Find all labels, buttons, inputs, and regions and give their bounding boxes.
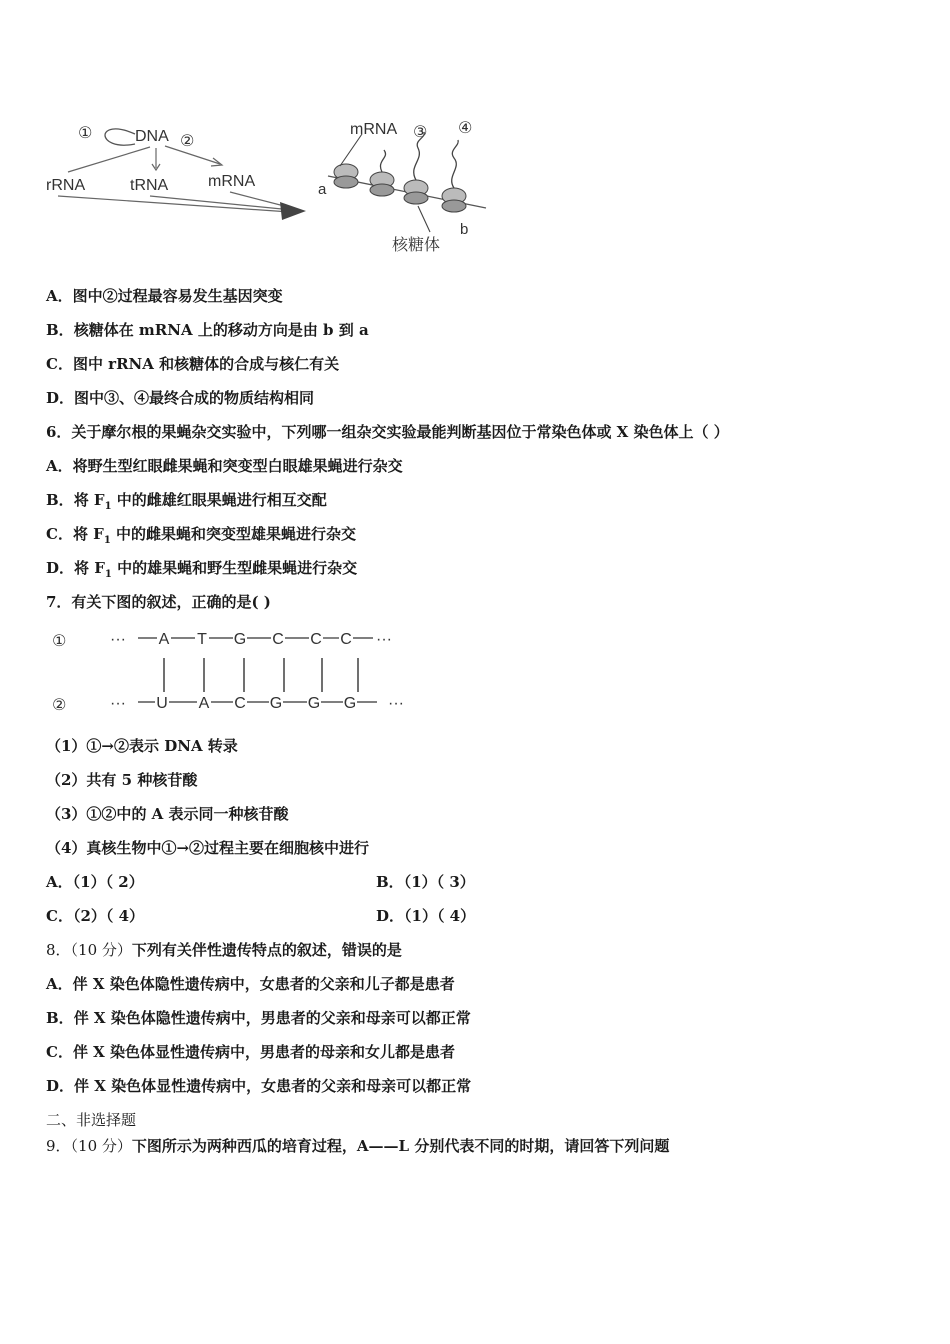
q5-option-b[interactable] (46, 320, 369, 340)
option-text-post: 中的雄果蝇和野生型雌果蝇进行杂交 (111, 559, 358, 577)
strand-1-label: ① (52, 633, 67, 650)
peptide-chain-4 (452, 140, 459, 188)
label-circle-4: ④ (458, 120, 473, 137)
option-text: 伴 X 染色体隐性遗传病中，男患者的父亲和母亲可以都正常 (73, 1009, 471, 1027)
option-text: （1）（ 2） (72, 873, 144, 891)
option-text: （1）（ 3） (403, 873, 475, 891)
option-letter: C． (46, 355, 73, 373)
strand-2-base: G (269, 695, 283, 712)
label-circle-1: ① (78, 125, 93, 142)
label-circle-3: ③ (413, 124, 428, 141)
option-text-post: 中的雌果蝇和突变型雄果蝇进行杂交 (110, 525, 357, 543)
label-rrna: rRNA (46, 177, 86, 194)
strand-2-base: C (234, 695, 246, 712)
label-dna: DNA (135, 128, 169, 145)
question-score: （10 分） (70, 1137, 132, 1155)
label-mrna-right: mRNA (350, 121, 398, 138)
option-letter: B． (46, 321, 74, 339)
strand-1-base: C (310, 631, 322, 648)
option-text: 图中 rRNA 和核糖体的合成与核仁有关 (72, 355, 340, 373)
strand-1-ellipsis-left: ··· (110, 631, 126, 648)
option-letter: B． (376, 873, 404, 891)
q8-option-a[interactable] (46, 974, 455, 994)
strand-1-ellipsis-right: ··· (376, 631, 392, 648)
option-letter: A． (46, 873, 73, 891)
label-a: a (318, 181, 327, 198)
strand-1 (138, 631, 373, 648)
q7-statement-4: （4）真核生物中①→②过程主要在细胞核中进行 (46, 839, 370, 857)
q7-statement-2: （2）共有 5 种核苷酸 (46, 771, 198, 789)
strand-1-base: A (158, 631, 170, 648)
arrow-dna-rrna (68, 147, 150, 172)
option-text: 伴 X 染色体显性遗传病中，男患者的母亲和女儿都是患者 (72, 1043, 456, 1061)
label-b: b (460, 221, 469, 238)
option-letter: B． (46, 491, 74, 509)
question-number: 9． (46, 1137, 71, 1155)
option-text: （1）（ 4） (404, 907, 476, 925)
q5-option-a[interactable] (46, 286, 283, 306)
q6-option-d[interactable] (46, 558, 357, 585)
strand-1-base: C (340, 631, 352, 648)
strand-1-base: G (233, 631, 247, 648)
option-subscript: 1 (104, 501, 112, 512)
figure-base-pairing (46, 622, 426, 718)
option-text: 伴 X 染色体隐性遗传病中，女患者的父亲和儿子都是患者 (72, 975, 455, 993)
option-letter: C． (46, 525, 73, 543)
ribosome-4 (442, 188, 466, 212)
pointer-mrna (340, 134, 362, 166)
strand-1-base: T (197, 631, 207, 648)
label-ribosome: 核糖体 (392, 237, 441, 254)
strand-2 (138, 695, 377, 712)
option-text-pre: 将 F (73, 491, 105, 509)
ribosome-2 (370, 172, 394, 196)
q5-option-d[interactable] (46, 388, 314, 408)
strand-2-base: A (198, 695, 210, 712)
q7-option-c[interactable] (46, 906, 144, 926)
section-title-non-choice: 二、非选择题 (46, 1111, 137, 1129)
question-score: （10 分） (70, 941, 132, 959)
arrow-loop-dna (105, 129, 135, 145)
option-letter: D． (46, 559, 75, 577)
option-text: 核糖体在 mRNA 上的移动方向是由 b 到 a (73, 321, 369, 339)
q6-stem: 6．关于摩尔根的果蝇杂交实验中，下列哪一组杂交实验最能判断基因位于常染色体或 X 染色体上（ ） (46, 423, 729, 441)
figure-transcription-translation (40, 110, 500, 260)
q8-stem-line (46, 940, 402, 960)
base-pair-bonds (164, 658, 358, 692)
option-letter: B． (46, 1009, 74, 1027)
strand-1-base: C (272, 631, 284, 648)
q8-option-d[interactable] (46, 1076, 471, 1096)
strand-2-ellipsis-left: ··· (110, 695, 126, 712)
label-circle-2: ② (180, 133, 195, 150)
option-letter: D． (46, 1077, 75, 1095)
option-letter: D． (46, 389, 75, 407)
option-text: 伴 X 染色体显性遗传病中，女患者的父亲和母亲可以都正常 (74, 1077, 472, 1095)
option-text-pre: 将 F (72, 525, 104, 543)
strand-2-base: U (156, 695, 168, 712)
option-subscript: 1 (103, 535, 111, 546)
option-letter: A． (46, 975, 73, 993)
strand-2-ellipsis-right: ··· (388, 695, 404, 712)
q7-statement-1: （1）①→②表示 DNA 转录 (46, 737, 238, 755)
option-letter: A． (46, 287, 73, 305)
option-text: 图中②过程最容易发生基因突变 (72, 287, 283, 305)
label-mrna-left: mRNA (208, 173, 256, 190)
option-letter: D． (376, 907, 405, 925)
peptide-chain-1 (380, 150, 385, 172)
option-subscript: 1 (104, 569, 112, 580)
question-stem: 下列有关伴性遗传特点的叙述，错误的是 (131, 941, 402, 959)
q7-option-d[interactable] (376, 906, 475, 926)
q7-stem: 7．有关下图的叙述，正确的是( ) (46, 593, 271, 611)
ribosome-1 (334, 164, 358, 188)
label-trna: tRNA (130, 177, 169, 194)
option-letter: A． (46, 457, 73, 475)
q5-option-c[interactable] (46, 354, 339, 374)
question-number: 8． (46, 941, 71, 959)
arrow-head-combine (280, 202, 306, 220)
option-text-pre: 将 F (74, 559, 105, 577)
option-text-post: 中的雌雄红眼果蝇进行相互交配 (111, 491, 327, 509)
q6-option-c[interactable] (46, 524, 356, 551)
q6-option-b[interactable] (46, 490, 327, 517)
q7-statement-3: （3）①②中的 A 表示同一种核苷酸 (46, 805, 289, 823)
q6-option-a[interactable] (46, 456, 403, 476)
option-text: 将野生型红眼雌果蝇和突变型白眼雄果蝇进行杂交 (72, 457, 403, 475)
q8-option-c[interactable] (46, 1042, 455, 1062)
ribosome-3 (404, 180, 428, 204)
q7-option-b[interactable] (376, 872, 475, 892)
option-letter: C． (46, 1043, 73, 1061)
pointer-ribosome (418, 206, 430, 232)
strand-2-base: G (307, 695, 321, 712)
strand-2-base: G (343, 695, 357, 712)
option-text: （2）（ 4） (72, 907, 145, 925)
option-letter: C． (46, 907, 73, 925)
q8-option-b[interactable] (46, 1008, 471, 1028)
q7-option-a[interactable] (46, 872, 144, 892)
q9-stem-line (46, 1136, 669, 1156)
option-text: 图中③、④最终合成的物质结构相同 (74, 389, 315, 407)
strand-2-label: ② (52, 697, 67, 714)
question-stem: 下图所示为两种西瓜的培育过程，A——L 分别代表不同的时期，请回答下列问题 (131, 1137, 670, 1155)
